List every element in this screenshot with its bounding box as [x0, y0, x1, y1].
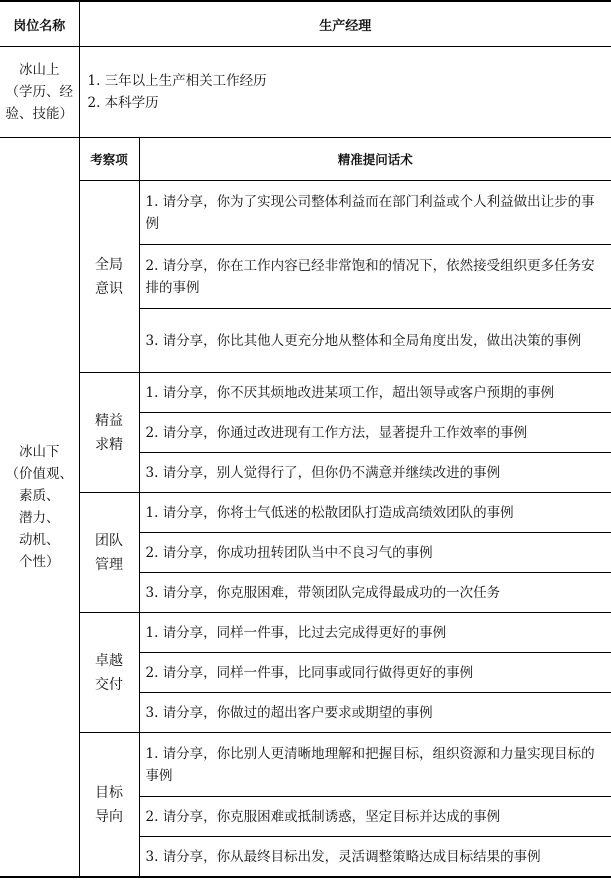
dimension-name-line: 求精: [95, 436, 123, 453]
dimension-excellence-pursuit: [79, 373, 139, 493]
requirement-item: 1. 三年以上生产相关工作经历: [87, 73, 267, 89]
above-water-row: [0, 47, 611, 138]
dimension-team-management: [79, 493, 139, 613]
dimension-name-line: 全局: [95, 256, 123, 273]
above-water-label-line: 冰山上: [19, 62, 60, 78]
dimension-name-line: 交付: [95, 676, 123, 693]
question-text: 2. 请分享，你克服困难或抵制诱惑，坚定目标并达成的事例: [139, 797, 611, 837]
question-row: [0, 613, 611, 653]
dimension-name-line: 管理: [95, 556, 123, 573]
question-text: 1. 请分享，你为了实现公司整体利益而在部门利益或个人利益做出让步的事例: [139, 181, 611, 245]
below-water-label-line: 潜力、: [19, 510, 60, 526]
dimension-name-line: 导向: [95, 808, 123, 825]
question-text: 3. 请分享，你比其他人更充分地从整体和全局角度出发，做出决策的事例: [139, 309, 611, 373]
below-water-label: [0, 138, 79, 878]
below-water-subheader-row: [0, 138, 611, 181]
below-water-label-line: 素质、: [19, 488, 60, 504]
question-text: 1. 请分享，你不厌其烦地改进某项工作，超出领导或客户预期的事例: [139, 373, 611, 413]
above-water-requirements: [79, 47, 611, 138]
above-water-label-line: （学历、经: [5, 84, 73, 100]
question-text: 3. 请分享，你从最终目标出发，灵活调整策略达成目标结果的事例: [139, 837, 611, 878]
dimension-column-header: 考察项: [79, 138, 139, 181]
dimension-name-line: 团队: [95, 532, 123, 549]
questions-column-header: 精准提问话术: [139, 138, 611, 181]
question-text: 1. 请分享，你比别人更清晰地理解和把握目标，组织资源和力量实现目标的事例: [139, 733, 611, 797]
below-water-label-line: 个性）: [19, 554, 60, 570]
above-water-label-line: 验、技能）: [5, 106, 73, 122]
question-text: 3. 请分享，你克服困难，带领团队完成得最成功的一次任务: [139, 573, 611, 613]
requirement-item: 2. 本科学历: [87, 95, 159, 111]
dimension-excellent-delivery: [79, 613, 139, 733]
dimension-goal-orientation: [79, 733, 139, 878]
question-text: 3. 请分享，别人觉得行了，但你仍不满意并继续改进的事例: [139, 453, 611, 493]
question-row: [0, 493, 611, 533]
below-water-label-line: 动机、: [19, 532, 60, 548]
question-row: [0, 373, 611, 413]
dimension-name-line: 意识: [95, 280, 123, 297]
question-text: 2. 请分享，你在工作内容已经非常饱和的情况下，依然接受组织更多任务安排的事例: [139, 245, 611, 309]
dimension-name-line: 精益: [95, 412, 123, 429]
dimension-global-awareness: [79, 181, 139, 373]
position-label: 岗位名称: [0, 1, 79, 47]
question-row: [0, 181, 611, 245]
above-water-label: [0, 47, 79, 138]
question-text: 2. 请分享，你通过改进现有工作方法，显著提升工作效率的事例: [139, 413, 611, 453]
dimension-name-line: 目标: [95, 784, 123, 801]
question-text: 2. 请分享，你成功扭转团队当中不良习气的事例: [139, 533, 611, 573]
question-text: 2. 请分享，同样一件事，比同事或同行做得更好的事例: [139, 653, 611, 693]
dimension-name-line: 卓越: [95, 652, 123, 669]
question-text: 1. 请分享，同样一件事，比过去完成得更好的事例: [139, 613, 611, 653]
header-row: [0, 1, 611, 47]
question-row: [0, 733, 611, 797]
below-water-label-line: 冰山下: [19, 444, 60, 460]
question-text: 3. 请分享，你做过的超出客户要求或期望的事例: [139, 693, 611, 733]
below-water-label-line: （价值观、: [5, 466, 73, 482]
position-title: 生产经理: [79, 1, 611, 47]
question-text: 1. 请分享，你将士气低迷的松散团队打造成高绩效团队的事例: [139, 493, 611, 533]
